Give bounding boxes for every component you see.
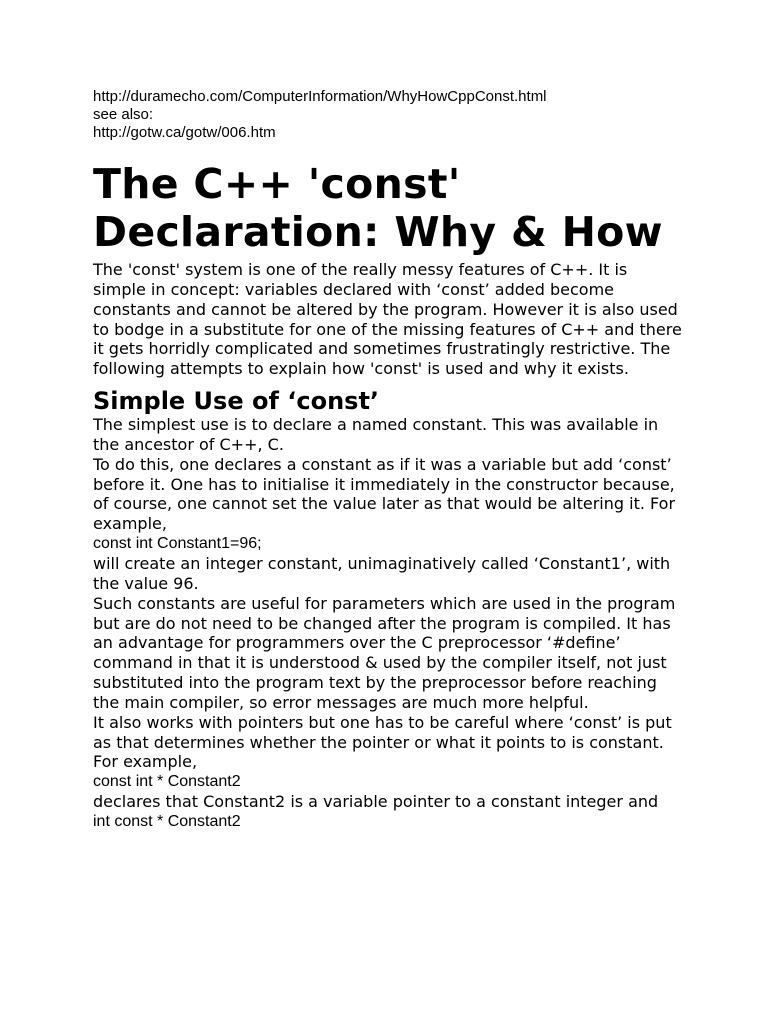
reference-url-gotw[interactable]: http://gotw.ca/gotw/006.htm <box>93 124 276 141</box>
see-also-label: see also: <box>93 106 154 123</box>
paragraph-declare-constant: To do this, one declares a constant as if it was a variable but add ‘const’ before it. One has to initialise it immediately in the constructor because, of course, one cannot set the value later as that would be altering it. For example, <box>93 454 676 534</box>
reference-links <box>93 88 683 142</box>
paragraph-pointers: It also works with pointers but one has to be careful where ‘const’ is put as that determines whether the pointer or what it points to is constant. For example, <box>93 712 672 772</box>
code-example-constant1: const int Constant1=96; <box>93 535 262 553</box>
intro-paragraph: The 'const' system is one of the really messy features of C++. It is simple in concept: variables declared with ‘const’ added become constants and cannot be altered by the program. However it is also used to bodge in a substitute for one of the missing features of C++ and there it gets horridly complicated and sometimes frustratingly restrictive. The following attempts to explain how 'const' is used and why it exists. <box>93 260 682 379</box>
paragraph-variable-pointer: declares that Constant2 is a variable pointer to a constant integer and <box>93 792 659 812</box>
code-example-const-int-pointer: const int * Constant2 <box>93 773 241 791</box>
paragraph-integer-constant: will create an integer constant, unimaginatively called ‘Constant1’, with the value 96. <box>93 553 671 593</box>
paragraph-define-comparison: Such constants are useful for parameters which are used in the program but are do not need to be changed after the program is compiled. It has an advantage for programmers over the C preprocessor ‘#define’ command in that it is understood & used by the compiler itself, not just substituted into the program text by the preprocessor before reaching the main compiler, so error messages are much more helpful. <box>93 593 676 712</box>
code-example-int-const-pointer: int const * Constant2 <box>93 812 241 830</box>
paragraph-named-constant: The simplest use is to declare a named constant. This was available in the ancestor of C++, C. <box>93 415 659 454</box>
reference-url-duramecho[interactable]: http://duramecho.com/ComputerInformation/WhyHowCppConst.html <box>93 88 547 105</box>
page-title: The C++ 'const' Declaration: Why & How <box>93 160 663 256</box>
document-page <box>93 88 683 832</box>
section-heading-simple-use: Simple Use of ‘const’ <box>93 387 380 416</box>
